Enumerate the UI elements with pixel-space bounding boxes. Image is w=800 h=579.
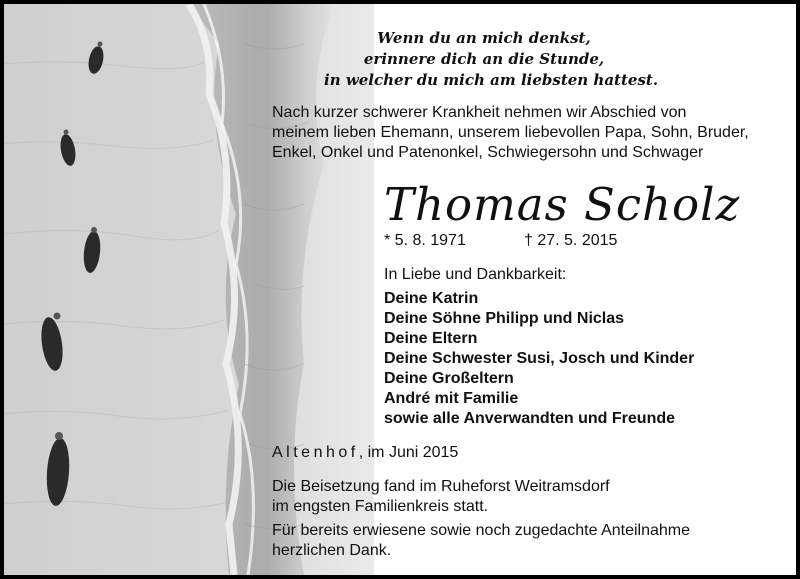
birth-date: * 5. 8. 1971 [384, 232, 466, 249]
family-entry: Deine Eltern [384, 330, 478, 347]
poem-line: erinnere dich an die Stunde, [363, 50, 605, 68]
poem [324, 28, 659, 91]
notice-text [4, 4, 796, 575]
family-entry: Deine Schwester Susi, Josch und Kinder [384, 350, 695, 367]
funeral-line: Die Beisetzung fand im Ruheforst Weitramsdorf [272, 478, 610, 495]
closing-thanks [272, 521, 690, 561]
thanks-intro: In Liebe und Dankbarkeit: [384, 266, 567, 283]
death-date: † 27. 5. 2015 [524, 232, 618, 249]
place-date [272, 443, 458, 463]
poem-line: in welcher du mich am liebsten hattest. [324, 71, 659, 89]
intro-line: meinem lieben Ehemann, unserem liebevollen Papa, Sohn, Bruder, [272, 124, 749, 141]
family-entry: Deine Söhne Philipp und Niclas [384, 310, 625, 327]
intro-text [272, 103, 792, 163]
funeral-line: im engsten Familienkreis statt. [272, 498, 489, 515]
family-entry: Deine Katrin [384, 290, 479, 307]
closing-line: herzlichen Dank. [272, 542, 392, 559]
poem-line: Wenn du an mich denkst, [377, 29, 591, 47]
funeral-info [272, 477, 610, 517]
deceased-name: Thomas Scholz [384, 178, 741, 231]
family-entry: André mit Familie [384, 390, 519, 407]
intro-line: Nach kurzer schwerer Krankheit nehmen wir Abschied von [272, 104, 687, 121]
family-entry: Deine Großeltern [384, 370, 514, 387]
family-entry: sowie alle Anverwandten und Freunde [384, 410, 676, 427]
place: Altenhof [272, 444, 359, 461]
life-dates [384, 231, 618, 251]
closing-line: Für bereits erwiesene sowie noch zugedachte Anteilnahme [272, 522, 691, 539]
intro-line: Enkel, Onkel und Patenonkel, Schwiegersohn und Schwager [272, 144, 704, 161]
family-list [384, 289, 694, 429]
date: , im Juni 2015 [358, 444, 459, 461]
